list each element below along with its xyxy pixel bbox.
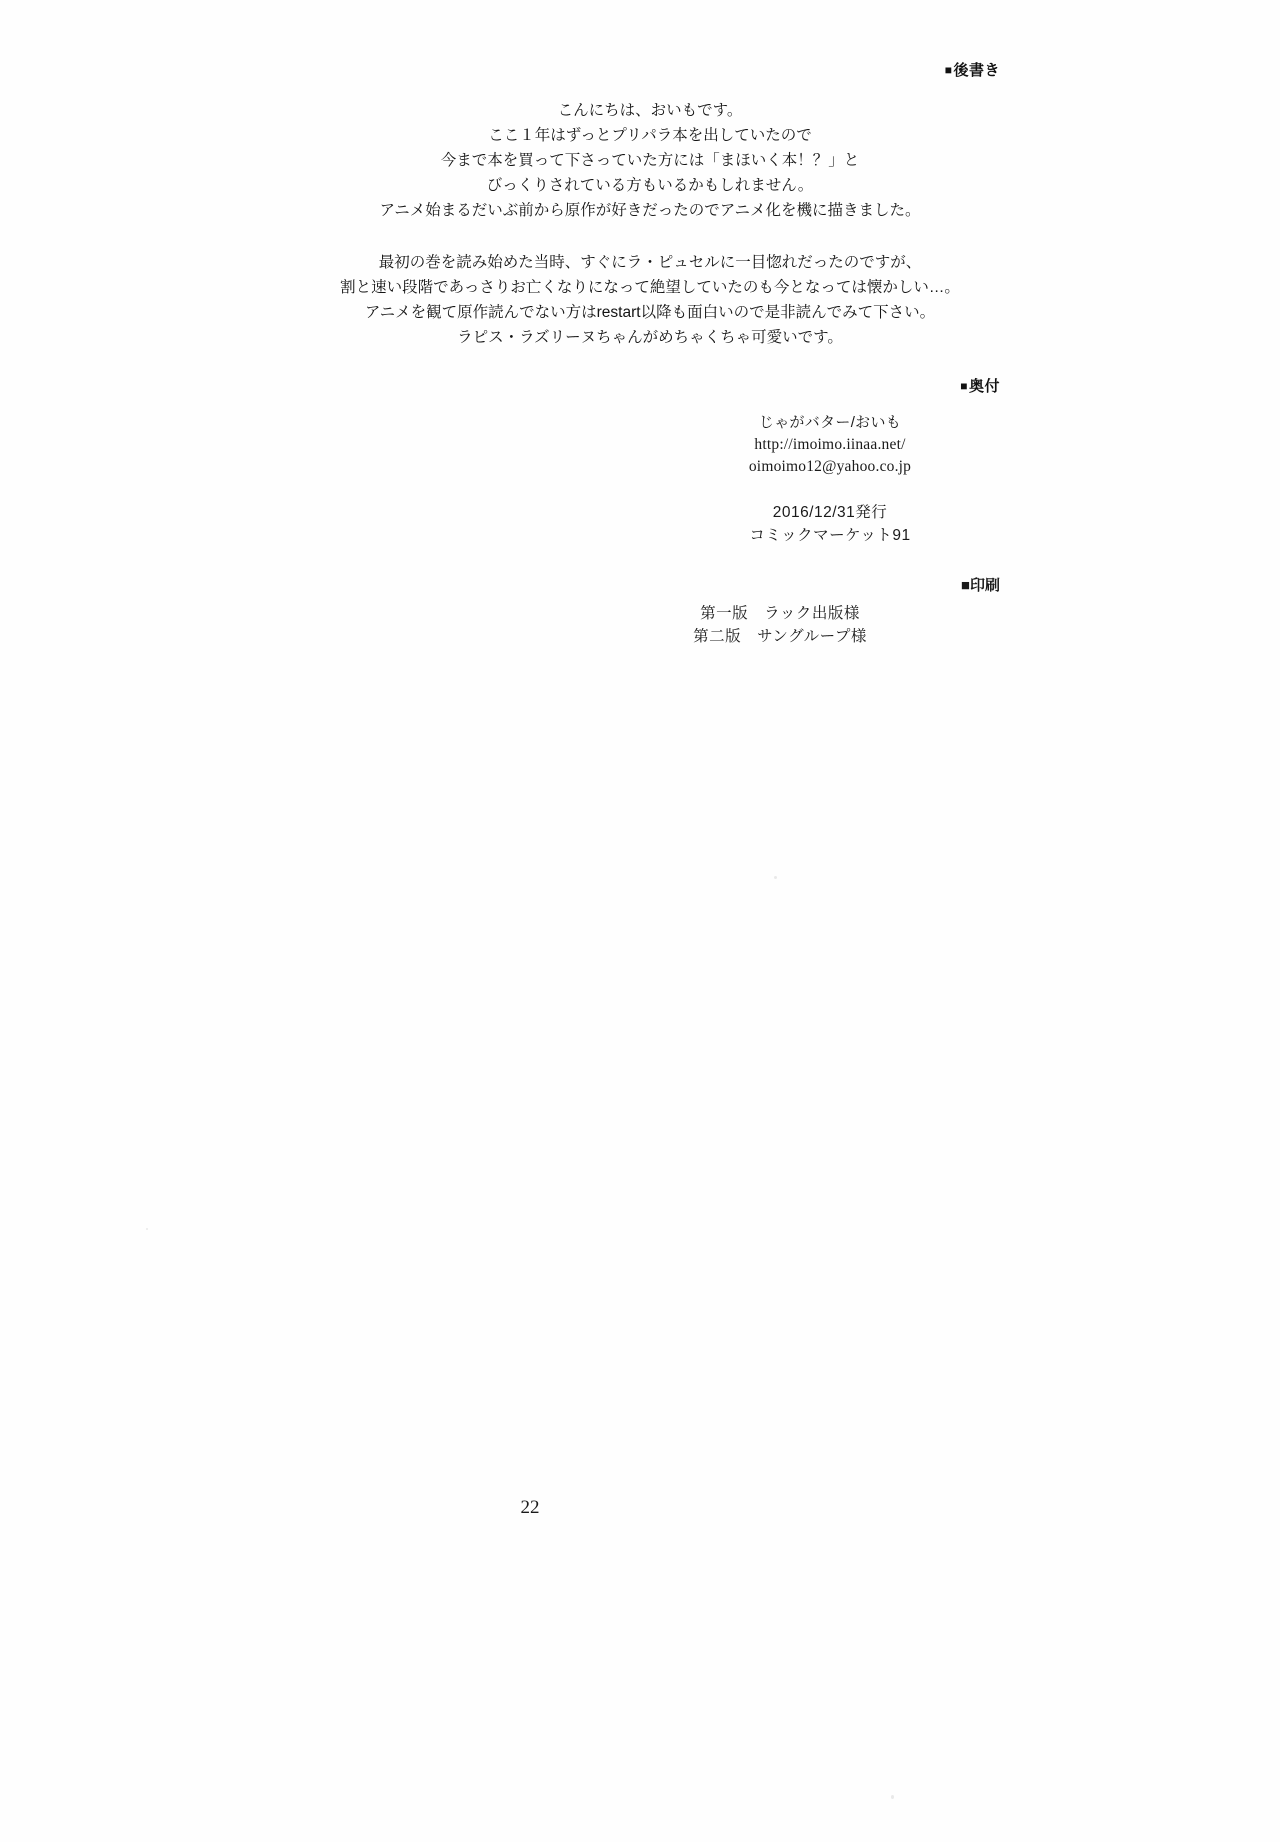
bullet-square-icon: ■ — [960, 577, 970, 595]
afterword-line: こんにちは、おいもです。 — [557, 102, 743, 119]
afterword-line: 今まで本を買って下さっていた方には「まほいく本！？」と — [440, 152, 860, 170]
bullet-square-icon: ■ — [944, 63, 953, 77]
afterword-paragraph-1 — [0, 98, 1000, 224]
afterword-line: びっくりされている方もいるかもしれません。 — [486, 177, 814, 195]
print-entry: 第一版 ラック出版様 — [700, 605, 860, 623]
page-number: 22 — [520, 1497, 540, 1518]
afterword-heading — [0, 62, 1000, 80]
website-url[interactable]: http://imoimo.iinaa.net/ — [754, 435, 906, 453]
publication-info — [0, 501, 1000, 548]
print-heading — [0, 577, 1000, 595]
circle-name: じゃがバター/おいも — [758, 414, 902, 431]
colophon-section — [0, 378, 1000, 649]
afterword-line: ここ１年はずっとプリパラ本を出していたので — [488, 127, 812, 145]
colophon-credits — [0, 412, 1000, 479]
afterword-line: 割と速い段階であっさりお亡くなりになって絶望していたのも今となっては懐かしい…。 — [340, 278, 960, 296]
afterword-line: ラピス・ラズリーヌちゃんがめちゃくちゃ可愛いです。 — [457, 328, 843, 346]
event-name: コミックマーケット91 — [749, 526, 911, 544]
publication-date: 2016/12/31発行 — [772, 503, 888, 521]
afterword-line: アニメ始まるだいぶ前から原作が好きだったのでアニメ化を機に描きました。 — [379, 202, 921, 220]
afterword-line: アニメを観て原作読んでない方はrestart以降も面白いので是非読んでみて下さい。 — [364, 303, 936, 321]
print-entry: 第二版 サングループ様 — [693, 628, 867, 646]
paper-speck — [774, 876, 777, 879]
afterword-section — [0, 62, 1000, 350]
afterword-line: 最初の巻を読み始めた当時、すぐにラ・ピュセルに一目惚れだったのですが、 — [378, 253, 922, 271]
print-heading-label: 印刷 — [969, 577, 1000, 595]
afterword-paragraph-2 — [0, 250, 1000, 350]
paper-speck — [891, 1795, 894, 1799]
bullet-square-icon: ■ — [960, 379, 968, 393]
print-entries — [0, 602, 1000, 649]
afterword-heading-label: 後書き — [953, 62, 1000, 79]
contact-email[interactable]: oimoimo12@yahoo.co.jp — [748, 458, 912, 476]
paper-speck — [146, 1228, 148, 1230]
colophon-heading — [0, 378, 1000, 396]
colophon-heading-label: 奥付 — [968, 378, 1000, 395]
